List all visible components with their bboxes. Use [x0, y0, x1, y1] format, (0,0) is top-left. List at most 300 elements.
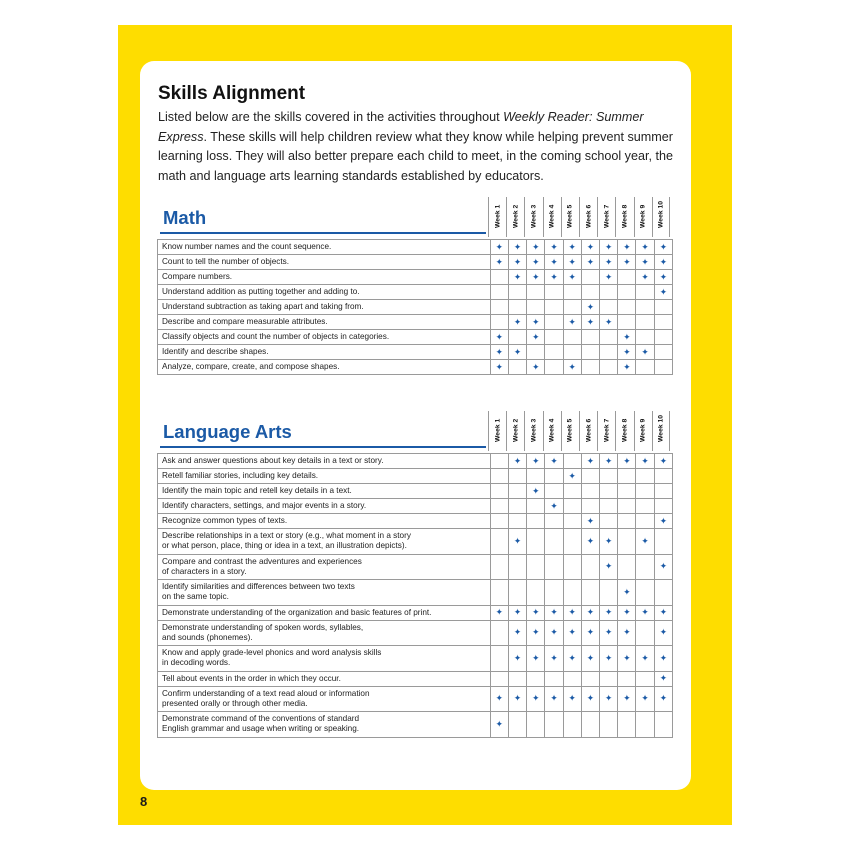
- language-arts-week-cell: [508, 454, 526, 469]
- language-arts-week-cell: [527, 712, 545, 738]
- math-skill-row: [158, 360, 673, 375]
- skill-covered-marker-icon: ✦: [513, 652, 522, 663]
- language-arts-week-label: Week 7: [603, 418, 611, 442]
- math-week-cell: [545, 285, 563, 300]
- language-arts-week-cell: [527, 469, 545, 484]
- math-week-cell: [581, 345, 599, 360]
- language-arts-week-cell: [527, 529, 545, 555]
- math-week-cell: [490, 315, 508, 330]
- math-week-cell: [527, 285, 545, 300]
- skill-covered-marker-icon: ✦: [495, 607, 504, 617]
- language-arts-week-cell: [618, 499, 636, 514]
- math-week-label: Week 3: [530, 204, 538, 228]
- skill-covered-marker-icon: ✦: [513, 256, 522, 267]
- math-week-cell: [527, 255, 545, 270]
- language-arts-section-rule: [160, 446, 486, 448]
- math-week-cell: [600, 345, 618, 360]
- intro-book-title: Weekly Reader: Summer Express: [158, 110, 644, 144]
- skill-covered-marker-icon: ✦: [586, 535, 595, 546]
- language-arts-week-cell: [581, 469, 599, 484]
- language-arts-week-cell: [636, 454, 654, 469]
- language-arts-skill-label: Tell about events in the order in which they occur.: [158, 671, 491, 686]
- skill-covered-marker-icon: ✦: [495, 331, 504, 342]
- language-arts-week-cell: [636, 580, 654, 606]
- skill-covered-marker-icon: ✦: [641, 256, 649, 267]
- language-arts-week-cell: [545, 686, 563, 712]
- language-arts-skill-row: [158, 554, 673, 580]
- language-arts-week-cell: [581, 620, 599, 646]
- math-section-title: Math: [163, 207, 207, 228]
- math-week-cell: [545, 360, 563, 375]
- language-arts-week-cell: [490, 469, 508, 484]
- math-skill-row: [158, 240, 673, 255]
- math-skill-row: [158, 345, 673, 360]
- language-arts-week-cell: [527, 454, 545, 469]
- math-week-cell: [636, 360, 654, 375]
- math-section-rule: [160, 232, 486, 234]
- skill-covered-marker-icon: ✦: [568, 652, 576, 663]
- language-arts-week-cell: [545, 554, 563, 580]
- language-arts-week-cell: [654, 646, 672, 672]
- skill-covered-marker-icon: ✦: [623, 586, 631, 597]
- skill-covered-marker-icon: ✦: [641, 693, 649, 704]
- language-arts-week-cell: [545, 529, 563, 555]
- skill-covered-marker-icon: ✦: [513, 627, 522, 638]
- math-skill-label: Understand addition as putting together and adding to.: [158, 285, 491, 300]
- language-arts-week-header: [597, 411, 615, 451]
- language-arts-week-cell: [654, 686, 672, 712]
- skill-covered-marker-icon: ✦: [531, 627, 540, 638]
- math-skill-label: Count to tell the number of objects.: [158, 255, 491, 270]
- language-arts-week-cell: [508, 499, 526, 514]
- language-arts-week-cell: [527, 499, 545, 514]
- skill-covered-marker-icon: ✦: [513, 535, 522, 546]
- skill-covered-marker-icon: ✦: [550, 652, 558, 663]
- skill-covered-marker-icon: ✦: [513, 241, 522, 252]
- language-arts-week-cell: [600, 686, 618, 712]
- skill-covered-marker-icon: ✦: [604, 316, 613, 327]
- language-arts-week-cell: [508, 620, 526, 646]
- skill-covered-marker-icon: ✦: [586, 301, 595, 312]
- math-week-label: Week 2: [512, 204, 520, 228]
- language-arts-skills-table: [157, 453, 673, 738]
- language-arts-week-cell: [563, 646, 581, 672]
- language-arts-week-cell: [636, 529, 654, 555]
- language-arts-week-cell: [563, 529, 581, 555]
- language-arts-week-cell: [490, 646, 508, 672]
- language-arts-week-cell: [508, 580, 526, 606]
- language-arts-week-label: Week 4: [548, 418, 556, 442]
- skill-covered-marker-icon: ✦: [550, 500, 558, 511]
- language-arts-week-cell: [545, 580, 563, 606]
- language-arts-week-cell: [527, 620, 545, 646]
- skill-covered-marker-icon: ✦: [568, 470, 576, 481]
- skill-covered-marker-icon: ✦: [623, 241, 631, 252]
- language-arts-week-header: [488, 411, 506, 451]
- language-arts-week-headers: [488, 411, 670, 451]
- math-week-cell: [490, 300, 508, 315]
- language-arts-week-cell: [563, 469, 581, 484]
- language-arts-week-cell: [527, 646, 545, 672]
- language-arts-week-cell: [618, 712, 636, 738]
- math-week-cell: [490, 255, 508, 270]
- page-heading: Skills Alignment: [158, 83, 306, 104]
- language-arts-week-label: Week 5: [566, 418, 574, 442]
- skill-covered-marker-icon: ✦: [623, 361, 631, 372]
- intro-text-1: Listed below are the skills covered in the activities throughout: [158, 110, 504, 124]
- language-arts-week-cell: [581, 454, 599, 469]
- math-week-cell: [563, 360, 581, 375]
- math-week-cell: [636, 270, 654, 285]
- language-arts-week-cell: [600, 605, 618, 620]
- language-arts-week-header: [652, 411, 670, 451]
- skill-covered-marker-icon: ✦: [623, 607, 631, 617]
- math-week-header: [634, 197, 652, 237]
- math-week-cell: [636, 285, 654, 300]
- language-arts-skill-label: Demonstrate understanding of the organization and basic features of print.: [158, 605, 491, 620]
- math-week-cell: [600, 300, 618, 315]
- math-week-cell: [563, 255, 581, 270]
- skill-covered-marker-icon: ✦: [641, 271, 649, 282]
- language-arts-skill-row: [158, 514, 673, 529]
- skill-covered-marker-icon: ✦: [604, 693, 613, 704]
- skill-covered-marker-icon: ✦: [513, 607, 522, 617]
- math-week-cell: [581, 270, 599, 285]
- language-arts-week-cell: [490, 529, 508, 555]
- math-week-cell: [636, 300, 654, 315]
- language-arts-week-cell: [581, 499, 599, 514]
- intro-paragraph: [158, 108, 678, 186]
- skill-covered-marker-icon: ✦: [623, 693, 631, 704]
- math-week-cell: [563, 345, 581, 360]
- math-week-label: Week 1: [494, 204, 502, 228]
- language-arts-week-cell: [618, 529, 636, 555]
- skill-covered-marker-icon: ✦: [659, 271, 668, 282]
- language-arts-week-cell: [600, 529, 618, 555]
- math-week-cell: [527, 360, 545, 375]
- language-arts-week-cell: [654, 605, 672, 620]
- language-arts-week-cell: [490, 712, 508, 738]
- language-arts-week-cell: [508, 646, 526, 672]
- language-arts-week-cell: [545, 712, 563, 738]
- skill-covered-marker-icon: ✦: [604, 241, 613, 252]
- math-week-cell: [527, 330, 545, 345]
- language-arts-week-cell: [600, 454, 618, 469]
- language-arts-skill-row: [158, 686, 673, 712]
- language-arts-week-header: [561, 411, 579, 451]
- math-week-label: Week 4: [548, 204, 556, 228]
- skill-covered-marker-icon: ✦: [623, 331, 631, 342]
- language-arts-week-cell: [600, 671, 618, 686]
- language-arts-week-cell: [508, 529, 526, 555]
- language-arts-skill-row: [158, 454, 673, 469]
- math-week-label: Week 9: [639, 204, 647, 228]
- skill-covered-marker-icon: ✦: [568, 627, 576, 638]
- skill-covered-marker-icon: ✦: [604, 561, 613, 572]
- language-arts-week-cell: [654, 529, 672, 555]
- math-week-cell: [618, 270, 636, 285]
- math-week-cell: [563, 330, 581, 345]
- skill-covered-marker-icon: ✦: [550, 256, 558, 267]
- language-arts-week-cell: [563, 499, 581, 514]
- language-arts-week-cell: [636, 646, 654, 672]
- language-arts-week-cell: [600, 712, 618, 738]
- language-arts-week-cell: [618, 554, 636, 580]
- language-arts-week-cell: [600, 499, 618, 514]
- math-week-cell: [545, 240, 563, 255]
- language-arts-week-cell: [490, 454, 508, 469]
- skill-covered-marker-icon: ✦: [550, 607, 558, 617]
- language-arts-week-cell: [600, 484, 618, 499]
- math-week-cell: [618, 255, 636, 270]
- skill-covered-marker-icon: ✦: [659, 561, 668, 572]
- language-arts-week-cell: [581, 646, 599, 672]
- language-arts-week-cell: [490, 580, 508, 606]
- skill-covered-marker-icon: ✦: [531, 271, 540, 282]
- language-arts-week-cell: [636, 514, 654, 529]
- skill-covered-marker-icon: ✦: [513, 693, 522, 704]
- math-skill-label: Compare numbers.: [158, 270, 491, 285]
- math-week-cell: [508, 360, 526, 375]
- math-week-cell: [654, 330, 672, 345]
- skill-covered-marker-icon: ✦: [495, 241, 504, 252]
- language-arts-week-cell: [490, 514, 508, 529]
- language-arts-skill-label: Identify characters, settings, and major events in a story.: [158, 499, 491, 514]
- language-arts-week-cell: [581, 580, 599, 606]
- math-skill-row: [158, 330, 673, 345]
- skill-covered-marker-icon: ✦: [659, 256, 668, 267]
- math-week-cell: [508, 345, 526, 360]
- math-week-cell: [545, 330, 563, 345]
- math-week-cell: [654, 360, 672, 375]
- language-arts-week-cell: [636, 469, 654, 484]
- math-week-cell: [527, 345, 545, 360]
- language-arts-skill-row: [158, 712, 673, 738]
- skill-covered-marker-icon: ✦: [586, 455, 595, 466]
- language-arts-week-cell: [527, 554, 545, 580]
- math-skill-label: Understand subtraction as taking apart and taking from.: [158, 300, 491, 315]
- language-arts-week-cell: [545, 605, 563, 620]
- skill-covered-marker-icon: ✦: [604, 535, 613, 546]
- skill-covered-marker-icon: ✦: [568, 241, 576, 252]
- skill-covered-marker-icon: ✦: [641, 535, 649, 546]
- language-arts-week-cell: [563, 712, 581, 738]
- language-arts-week-label: Week 6: [585, 418, 593, 442]
- math-week-cell: [581, 285, 599, 300]
- skill-covered-marker-icon: ✦: [568, 607, 576, 617]
- language-arts-skill-row: [158, 646, 673, 672]
- language-arts-week-cell: [600, 620, 618, 646]
- math-week-cell: [654, 315, 672, 330]
- language-arts-week-cell: [490, 671, 508, 686]
- skill-covered-marker-icon: ✦: [604, 455, 613, 466]
- skill-covered-marker-icon: ✦: [513, 316, 522, 327]
- math-week-cell: [600, 270, 618, 285]
- math-week-cell: [618, 240, 636, 255]
- language-arts-week-cell: [508, 671, 526, 686]
- language-arts-week-cell: [636, 605, 654, 620]
- language-arts-week-cell: [654, 554, 672, 580]
- skill-covered-marker-icon: ✦: [586, 627, 595, 638]
- language-arts-week-cell: [490, 484, 508, 499]
- math-week-cell: [600, 315, 618, 330]
- language-arts-week-cell: [563, 454, 581, 469]
- math-week-header: [524, 197, 542, 237]
- language-arts-week-cell: [636, 671, 654, 686]
- language-arts-skill-row: [158, 605, 673, 620]
- language-arts-week-cell: [618, 454, 636, 469]
- language-arts-skill-row: [158, 529, 673, 555]
- skill-covered-marker-icon: ✦: [659, 652, 668, 663]
- skill-covered-marker-icon: ✦: [623, 455, 631, 466]
- skill-covered-marker-icon: ✦: [531, 241, 540, 252]
- math-week-cell: [508, 255, 526, 270]
- math-week-cell: [508, 240, 526, 255]
- language-arts-week-cell: [600, 469, 618, 484]
- skill-covered-marker-icon: ✦: [586, 515, 595, 526]
- language-arts-skill-label: Recognize common types of texts.: [158, 514, 491, 529]
- math-week-cell: [600, 360, 618, 375]
- language-arts-week-cell: [636, 499, 654, 514]
- language-arts-week-cell: [654, 671, 672, 686]
- skill-covered-marker-icon: ✦: [586, 256, 595, 267]
- math-skill-row: [158, 315, 673, 330]
- math-week-cell: [490, 285, 508, 300]
- math-week-headers: [488, 197, 670, 237]
- math-week-cell: [490, 360, 508, 375]
- language-arts-week-cell: [527, 580, 545, 606]
- math-week-cell: [654, 345, 672, 360]
- language-arts-skill-row: [158, 620, 673, 646]
- skill-covered-marker-icon: ✦: [550, 241, 558, 252]
- language-arts-week-cell: [508, 484, 526, 499]
- skill-covered-marker-icon: ✦: [659, 455, 668, 466]
- math-week-header: [506, 197, 524, 237]
- skill-covered-marker-icon: ✦: [659, 673, 668, 683]
- math-week-cell: [581, 360, 599, 375]
- skill-covered-marker-icon: ✦: [495, 361, 504, 372]
- language-arts-week-cell: [490, 605, 508, 620]
- skill-covered-marker-icon: ✦: [568, 693, 576, 704]
- math-week-cell: [636, 330, 654, 345]
- math-week-cell: [618, 330, 636, 345]
- skill-covered-marker-icon: ✦: [623, 346, 631, 357]
- skill-covered-marker-icon: ✦: [586, 652, 595, 663]
- language-arts-week-cell: [600, 580, 618, 606]
- language-arts-week-header: [634, 411, 652, 451]
- math-week-cell: [600, 285, 618, 300]
- skill-covered-marker-icon: ✦: [531, 316, 540, 327]
- language-arts-week-cell: [618, 646, 636, 672]
- skill-covered-marker-icon: ✦: [604, 256, 613, 267]
- math-week-cell: [618, 345, 636, 360]
- skill-covered-marker-icon: ✦: [550, 693, 558, 704]
- language-arts-week-cell: [527, 605, 545, 620]
- language-arts-week-header: [543, 411, 561, 451]
- skill-covered-marker-icon: ✦: [495, 346, 504, 357]
- skill-covered-marker-icon: ✦: [604, 271, 613, 282]
- language-arts-week-cell: [600, 646, 618, 672]
- language-arts-week-cell: [508, 469, 526, 484]
- skill-covered-marker-icon: ✦: [550, 455, 558, 466]
- skill-covered-marker-icon: ✦: [513, 271, 522, 282]
- math-week-cell: [654, 255, 672, 270]
- language-arts-week-cell: [508, 686, 526, 712]
- math-week-cell: [600, 330, 618, 345]
- skill-covered-marker-icon: ✦: [586, 693, 595, 704]
- language-arts-week-cell: [563, 605, 581, 620]
- math-skill-row: [158, 300, 673, 315]
- math-week-cell: [508, 300, 526, 315]
- language-arts-week-cell: [654, 454, 672, 469]
- math-week-cell: [600, 255, 618, 270]
- language-arts-skill-label: Confirm understanding of a text read aloud or information presented orally or through other media.: [158, 686, 491, 712]
- language-arts-week-cell: [563, 671, 581, 686]
- language-arts-week-cell: [581, 554, 599, 580]
- math-week-cell: [508, 315, 526, 330]
- math-week-cell: [600, 240, 618, 255]
- language-arts-week-cell: [527, 484, 545, 499]
- language-arts-week-cell: [581, 514, 599, 529]
- language-arts-week-cell: [508, 712, 526, 738]
- math-week-cell: [490, 330, 508, 345]
- skill-covered-marker-icon: ✦: [531, 485, 540, 496]
- language-arts-skill-label: Demonstrate command of the conventions of standard English grammar and usage when writing or speaking.: [158, 712, 491, 738]
- language-arts-week-cell: [654, 469, 672, 484]
- skill-covered-marker-icon: ✦: [531, 607, 540, 617]
- language-arts-week-cell: [490, 686, 508, 712]
- math-week-label: Week 7: [603, 204, 611, 228]
- skill-covered-marker-icon: ✦: [604, 607, 613, 617]
- math-week-cell: [527, 240, 545, 255]
- skill-covered-marker-icon: ✦: [641, 241, 649, 252]
- language-arts-skill-label: Describe relationships in a text or story (e.g., what moment in a story or what person, place, thing or idea in a text, an illustration depicts).: [158, 529, 491, 555]
- language-arts-week-cell: [490, 554, 508, 580]
- language-arts-skill-row: [158, 499, 673, 514]
- math-week-cell: [654, 270, 672, 285]
- skill-covered-marker-icon: ✦: [623, 627, 631, 638]
- language-arts-week-cell: [636, 712, 654, 738]
- skill-covered-marker-icon: ✦: [568, 256, 576, 267]
- language-arts-week-cell: [654, 620, 672, 646]
- math-week-cell: [527, 315, 545, 330]
- language-arts-skill-label: Ask and answer questions about key details in a text or story.: [158, 454, 491, 469]
- language-arts-week-cell: [618, 514, 636, 529]
- language-arts-week-header: [506, 411, 524, 451]
- language-arts-week-cell: [508, 554, 526, 580]
- skill-covered-marker-icon: ✦: [568, 316, 576, 327]
- language-arts-week-cell: [545, 499, 563, 514]
- math-week-cell: [545, 270, 563, 285]
- math-week-cell: [527, 270, 545, 285]
- math-skill-row: [158, 285, 673, 300]
- math-week-cell: [654, 240, 672, 255]
- language-arts-week-cell: [636, 686, 654, 712]
- language-arts-week-label: Week 2: [512, 418, 520, 442]
- language-arts-week-cell: [600, 554, 618, 580]
- math-week-cell: [654, 300, 672, 315]
- language-arts-week-cell: [490, 499, 508, 514]
- language-arts-week-header: [579, 411, 597, 451]
- math-week-cell: [545, 345, 563, 360]
- skill-covered-marker-icon: ✦: [641, 455, 649, 466]
- language-arts-week-cell: [527, 514, 545, 529]
- language-arts-week-label: Week 8: [621, 418, 629, 442]
- math-skill-label: Analyze, compare, create, and compose shapes.: [158, 360, 491, 375]
- skill-covered-marker-icon: ✦: [604, 627, 613, 638]
- math-skills-table: [157, 239, 673, 375]
- language-arts-skill-row: [158, 580, 673, 606]
